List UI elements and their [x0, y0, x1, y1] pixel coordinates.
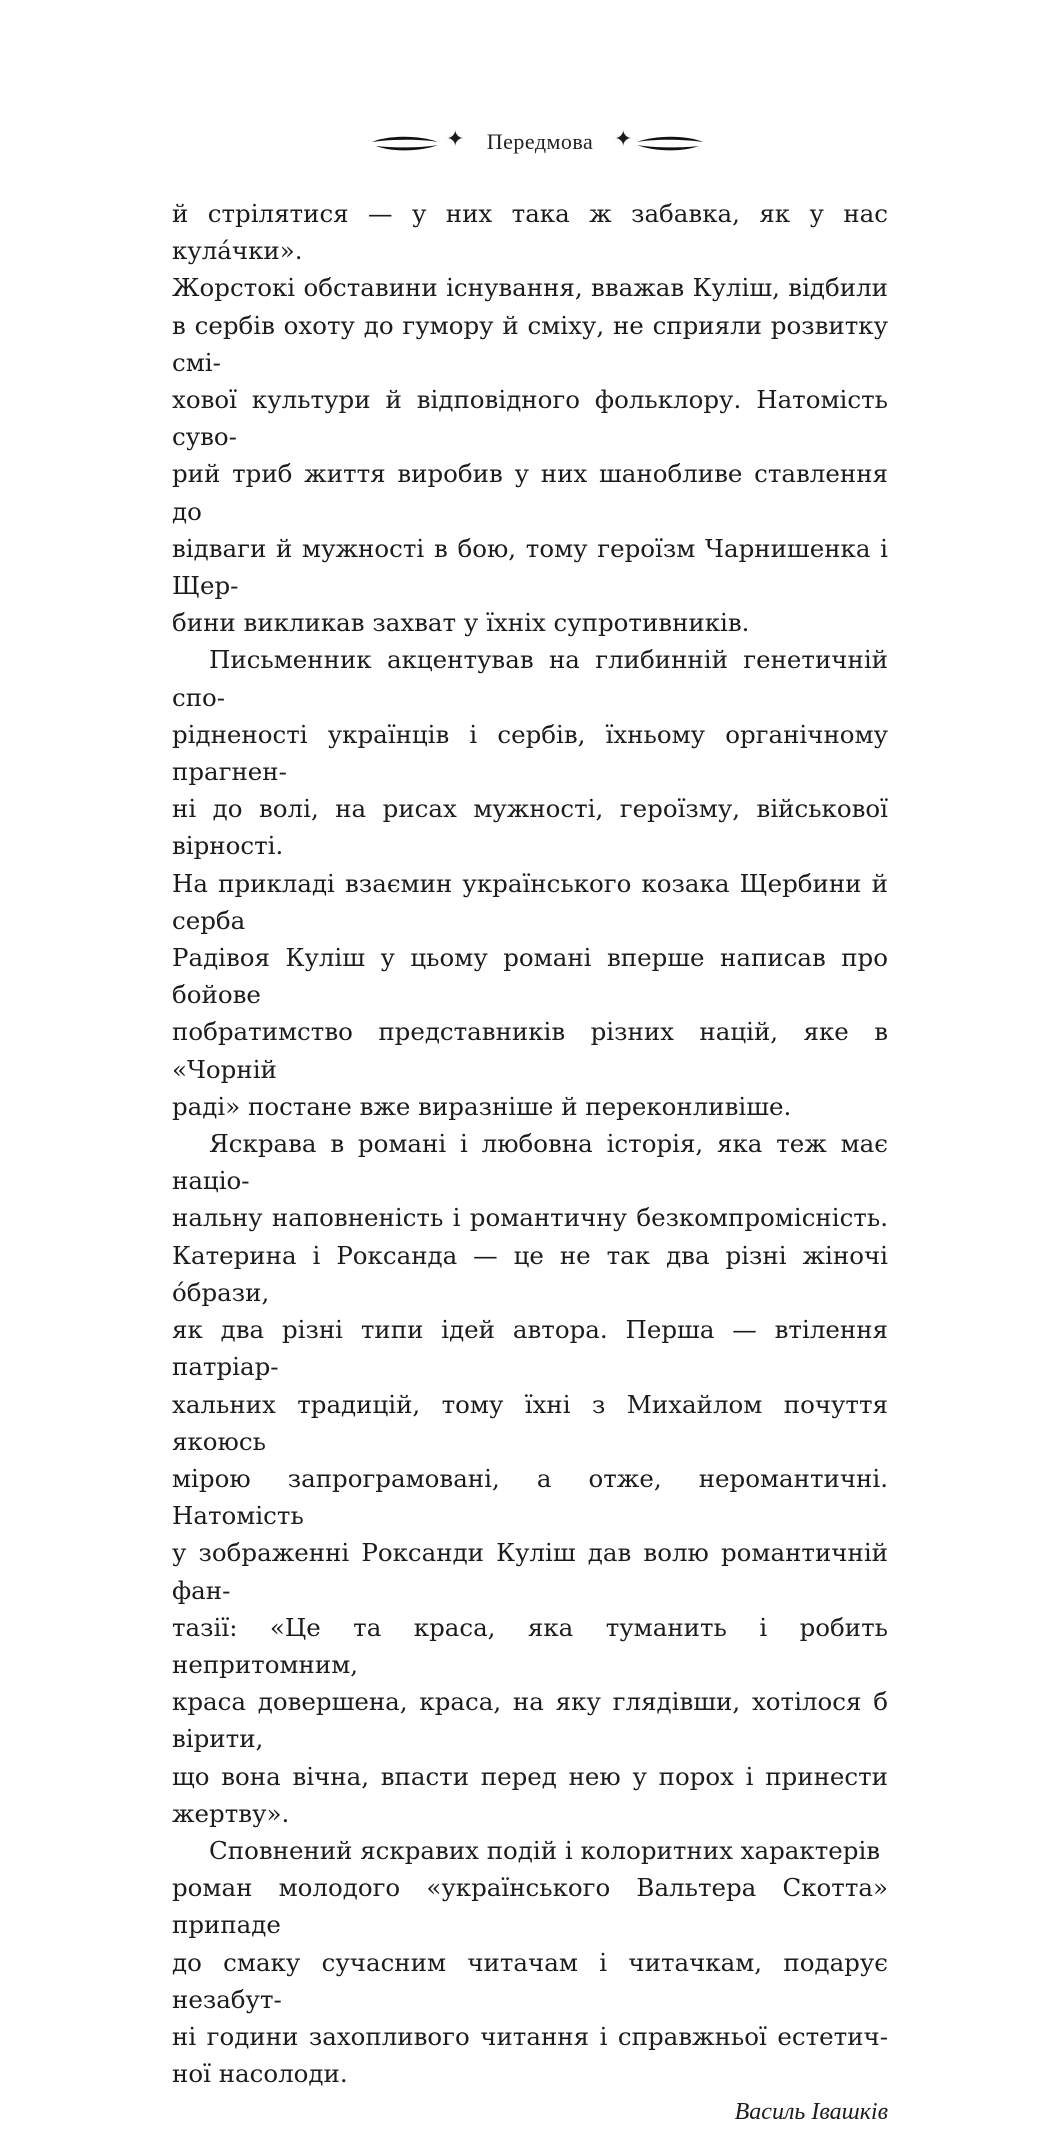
text-line: що вона вічна, впасти перед нею у порох і принести жертву».	[172, 1761, 888, 1828]
text-line: ні години захопливого читання і справжньої естетич-	[172, 2021, 888, 2051]
text-line: краса довершена, краса, на яку глядівши, хотілося б вірити,	[172, 1687, 888, 1754]
text-line: в сербів охоту до гумору й сміху, не сприяли розвитку смі-	[172, 310, 888, 377]
text-line: відваги й мужності в бою, тому героїзм Чарнишенка і Щер-	[172, 533, 888, 601]
star-ornament-icon: ✦	[614, 127, 633, 152]
text-line: хової культури й відповідного фольклору. Натомість суво-	[172, 385, 888, 452]
text-line: до смаку сучасним читачам і читачкам, подарує незабут-	[172, 1947, 888, 2014]
text-line: у зображенні Роксанди Куліш дав волю романтичній фан-	[172, 1538, 888, 1605]
text-line: На прикладі взаємин українського козака Щербини й серба	[172, 868, 888, 935]
paragraph	[172, 1125, 888, 1832]
text-line: бини викликав захват у їхніх супротивників.	[172, 608, 750, 638]
text-line: тазії: «Це та краса, яка туманить і робить непритомним,	[172, 1612, 888, 1679]
text-line: нальну наповненість і романтичну безкомпромісність.	[172, 1203, 888, 1233]
text-line: Сповнений яскравих подій і колоритних характерів	[209, 1835, 881, 1865]
text-line: ної насолоди.	[172, 2059, 348, 2089]
text-line: й стрілятися — у них така ж забавка, як у нас кула́чки».	[172, 199, 888, 266]
text-line: хальних традицій, тому їхні з Михайлом почуття якоюсь	[172, 1389, 888, 1456]
star-ornament-icon: ✦	[446, 127, 465, 152]
text-line: раді» постане вже виразніше й переконливіше.	[172, 1091, 792, 1121]
text-line: Радівоя Куліш у цьому романі вперше написав про бойове	[172, 943, 888, 1010]
text-line: мірою запрограмовані, а отже, неромантичні. Натомість	[172, 1463, 888, 1531]
paragraph	[172, 1832, 888, 2092]
paragraph	[172, 195, 888, 641]
text-line: Письменник акцентував на глибинній генетичній спо-	[172, 645, 888, 712]
running-title: Передмова	[486, 129, 594, 154]
text-line: як два різні типи ідей автора. Перша — втілення патріар-	[172, 1315, 888, 1382]
leaf-ornament-left-icon	[370, 134, 440, 154]
text-line: Жорстокі обставини існування, вважав Куліш, відбили	[172, 273, 888, 303]
text-line: рий триб життя виробив у них шанобливе ставлення до	[172, 459, 888, 526]
paragraph	[172, 641, 888, 1125]
body-text	[172, 195, 888, 2130]
text-line: ні до волі, на рисах мужності, героїзму, військової вірності.	[172, 794, 888, 861]
page-header	[0, 124, 1040, 164]
author-signature: Василь Івашків	[734, 2099, 888, 2126]
leaf-ornament-right-icon	[635, 134, 705, 154]
text-line: побратимство представників різних націй, яке в «Чорній	[172, 1017, 888, 1084]
running-header	[370, 124, 670, 164]
text-line: Яскрава в романі і любовна історія, яка теж має націо-	[172, 1129, 888, 1196]
text-line: рідненості українців і сербів, їхньому органічному прагнен-	[172, 719, 888, 787]
text-line: роман молодого «українського Вальтера Скотта» припаде	[172, 1873, 888, 1940]
text-line: Катерина і Роксанда — це не так два різні жіночі о́брази,	[172, 1240, 888, 1307]
